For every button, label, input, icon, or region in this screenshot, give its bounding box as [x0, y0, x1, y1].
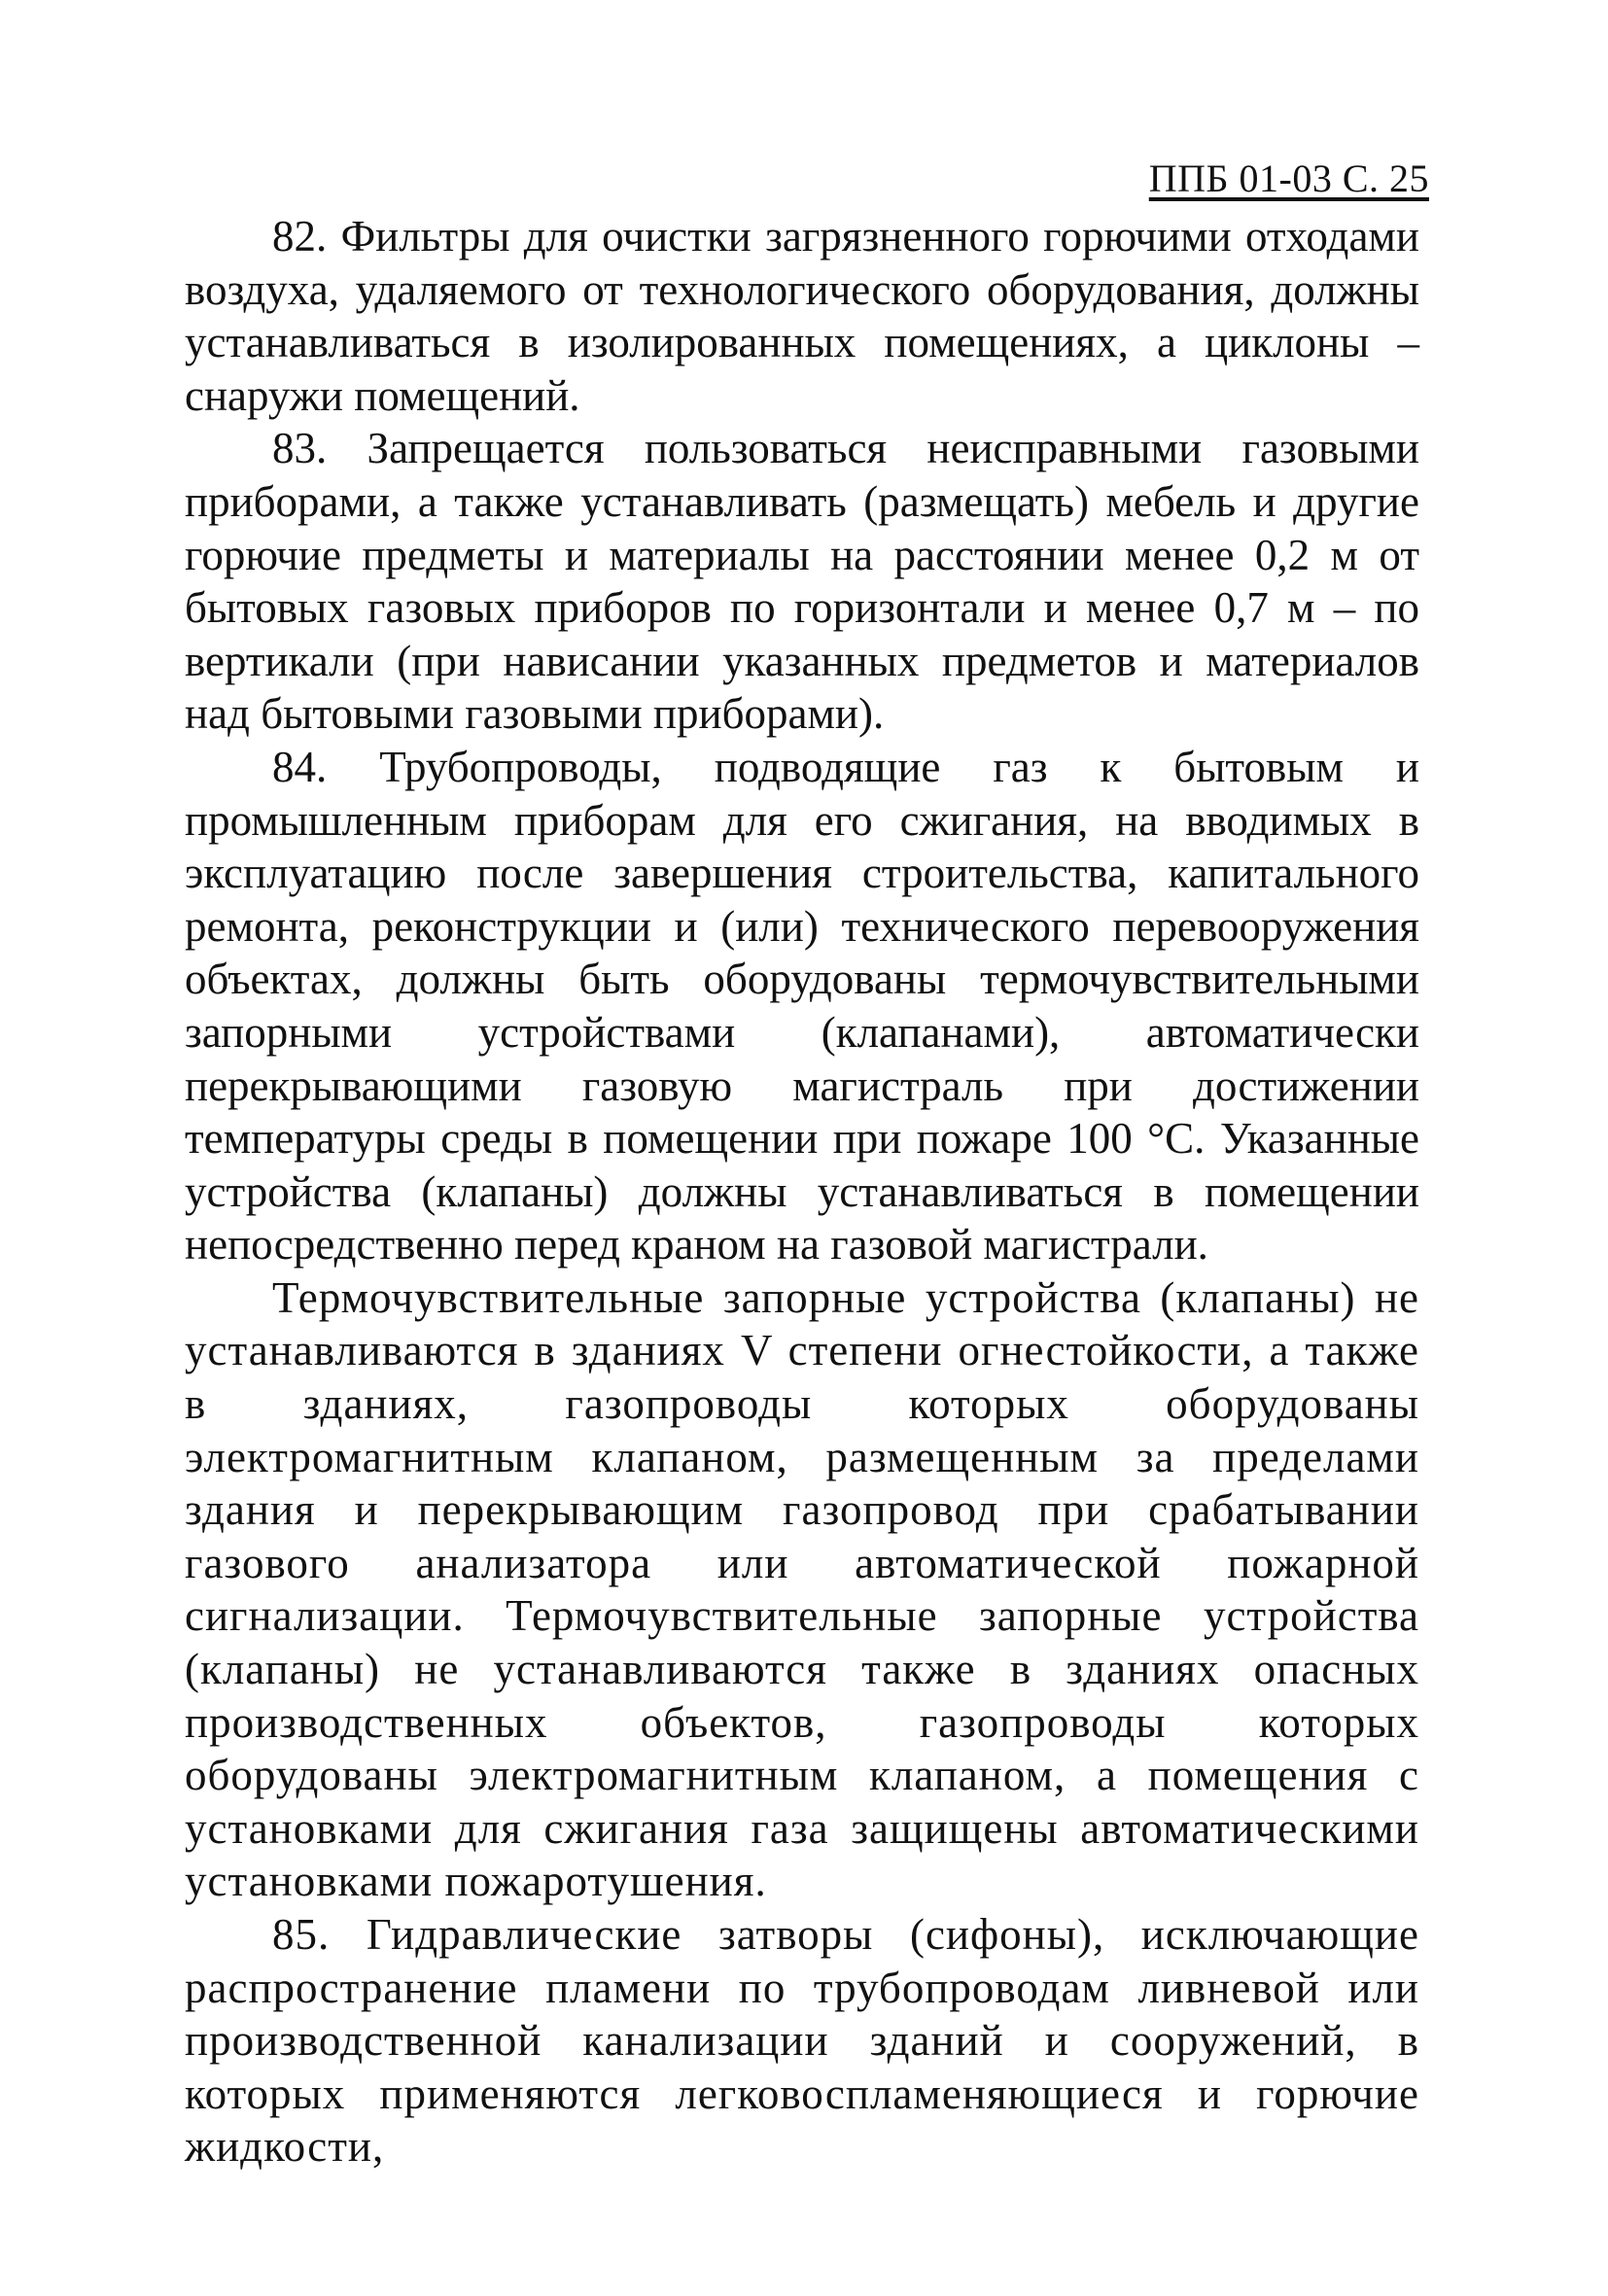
paragraph-84-continued: Термочувствительные запорные устройства (клапаны) не устанавливаются в зданиях V степени огнестойкости, а также в зданиях, газопроводы которых оборудованы электромагнитным клапаном, размещенным за пределами здания и перекрывающим газопровод при срабатывании газового анализатора или автоматической пожарной сигнализации. Термочувствительные запорные устройства (клапаны) не устанавливаются также в зданиях опасных производственных объектов, газопроводы которых оборудованы электромагнитным клапаном, а помещения с установками для сжигания газа защищены автоматическими установками пожаротушения.: [185, 1272, 1419, 1906]
paragraph-84: 84. Трубопроводы, подводящие газ к бытовым и промышленным приборам для его сжигания, на вводимых в эксплуатацию после завершения строительства, капитального ремонта, реконструкции и (или) технического перевооружения объектах, должны быть оборудованы термочувствительными запорными устройствами (клапанами), автоматически перекрывающими газовую магистраль при достижении температуры среды в помещении при пожаре 100 °С. Указанные устройства (клапаны) должны устанавливаться в помещении непосредственно перед краном на газовой магистрали.: [185, 742, 1419, 1270]
body-text: [185, 210, 1419, 2174]
paragraph-83: 83. Запрещается пользоваться неисправными газовыми приборами, а также устанавливать (размещать) мебель и другие горючие предметы и материалы на расстоянии менее 0,2 м от бытовых газовых приборов по горизонтали и менее 0,7 м – по вертикали (при нависании указанных предметов и материалов над бытовыми газовыми приборами).: [185, 424, 1419, 739]
paragraph-82: 82. Фильтры для очистки загрязненного горючими отходами воздуха, удаляемого от технологического оборудования, должны устанавливаться в изолированных помещениях, а циклоны – снаружи помещений.: [185, 212, 1419, 420]
paragraph-85: 85. Гидравлические затворы (сифоны), исключающие распространение пламени по трубопроводам ливневой или производственной канализации зданий и сооружений, в которых применяются легковоспламеняющиеся и горючие жидкости,: [185, 1910, 1419, 2172]
running-head: ППБ 01-03 С. 25: [1148, 157, 1429, 200]
